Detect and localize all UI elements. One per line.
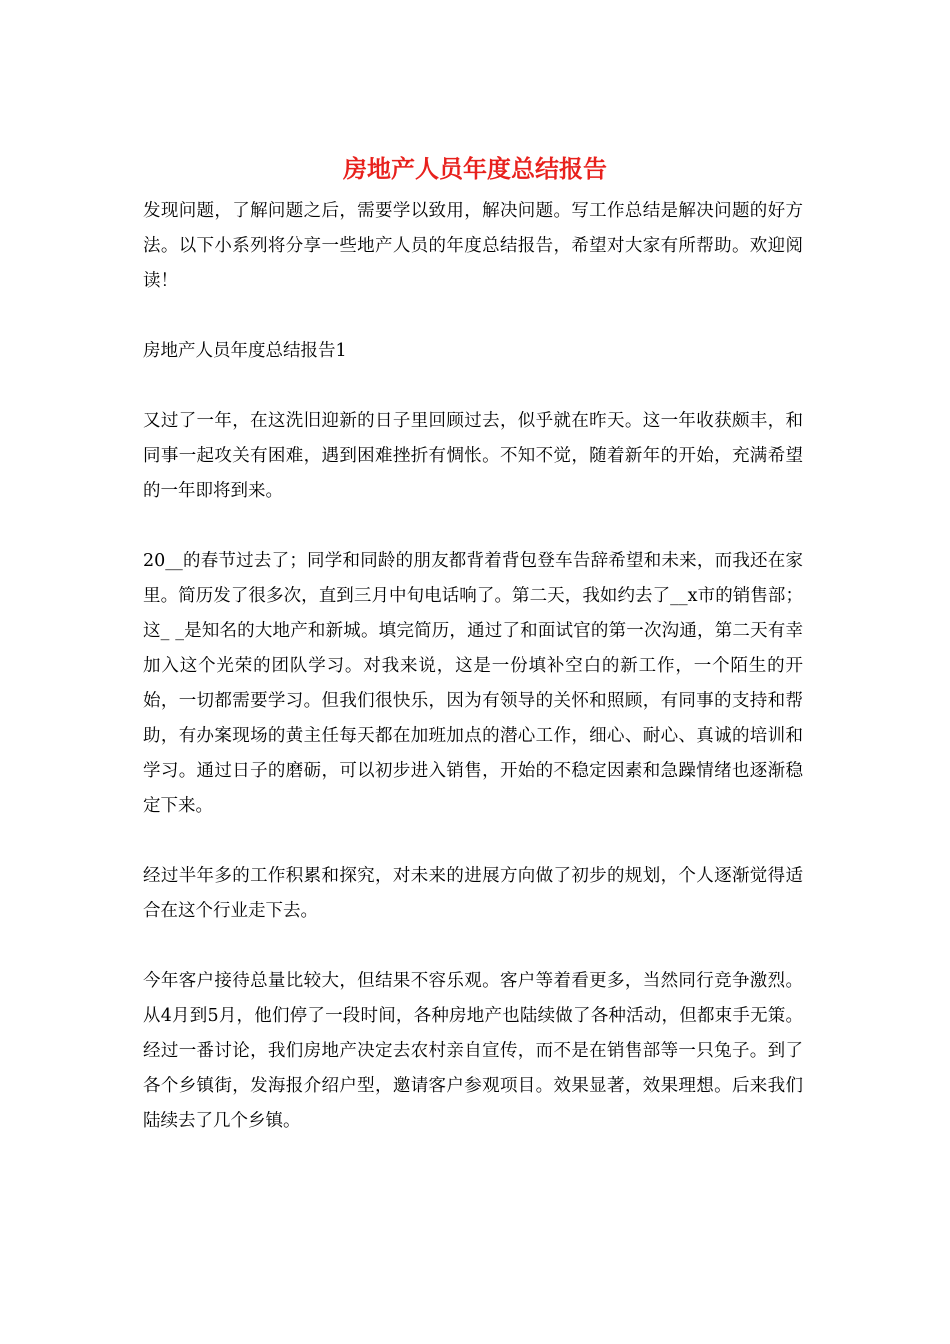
body-paragraph: 20__的春节过去了；同学和同龄的朋友都背着背包登车告辞希望和未来，而我还在家里。简历发了很多次，直到三月中旬电话响了。第二天，我如约去了__x市的销售部；这_ _是知名的大地产和新城。填完简历，通过了和面试官的第一次沟通，第二天有幸加入这个光荣的团队学习。对我来说，这是一份填补空白的新工作，一个陌生的开始，一切都需要学习。但我们很快乐，因为有领导的关怀和照顾，有同事的支持和帮助，有办案现场的黄主任每天都在加班加点的潜心工作，细心、耐心、真诚的培训和学习。通过日子的磨砺，可以初步进入销售，开始的不稳定因素和急躁情绪也逐渐稳定下来。: [143, 551, 803, 816]
document-body: [143, 194, 803, 1174]
body-paragraph: 又过了一年，在这洗旧迎新的日子里回顾过去，似乎就在昨天。这一年收获颇丰，和同事一起攻关有困难，遇到困难挫折有惆怅。不知不觉，随着新年的开始，充满希望的一年即将到来。: [143, 411, 803, 501]
section-heading: 房地产人员年度总结报告1: [143, 341, 347, 361]
intro-paragraph: 发现问题，了解问题之后，需要学以致用，解决问题。写工作总结是解决问题的好方法。以下小系列将分享一些地产人员的年度总结报告，希望对大家有所帮助。欢迎阅读！: [143, 201, 803, 291]
body-paragraph: 经过半年多的工作积累和探究，对未来的进展方向做了初步的规划，个人逐渐觉得适合在这个行业走下去。: [143, 866, 803, 921]
body-paragraph: 今年客户接待总量比较大，但结果不容乐观。客户等着看更多，当然同行竞争激烈。从4月到5月，他们停了一段时间，各种房地产也陆续做了各种活动，但都束手无策。经过一番讨论，我们房地产决定去农村亲自宣传，而不是在销售部等一只兔子。到了各个乡镇街，发海报介绍户型，邀请客户参观项目。效果显著，效果理想。后来我们陆续去了几个乡镇。: [143, 971, 803, 1131]
document-title: 房地产人员年度总结报告: [343, 155, 607, 183]
